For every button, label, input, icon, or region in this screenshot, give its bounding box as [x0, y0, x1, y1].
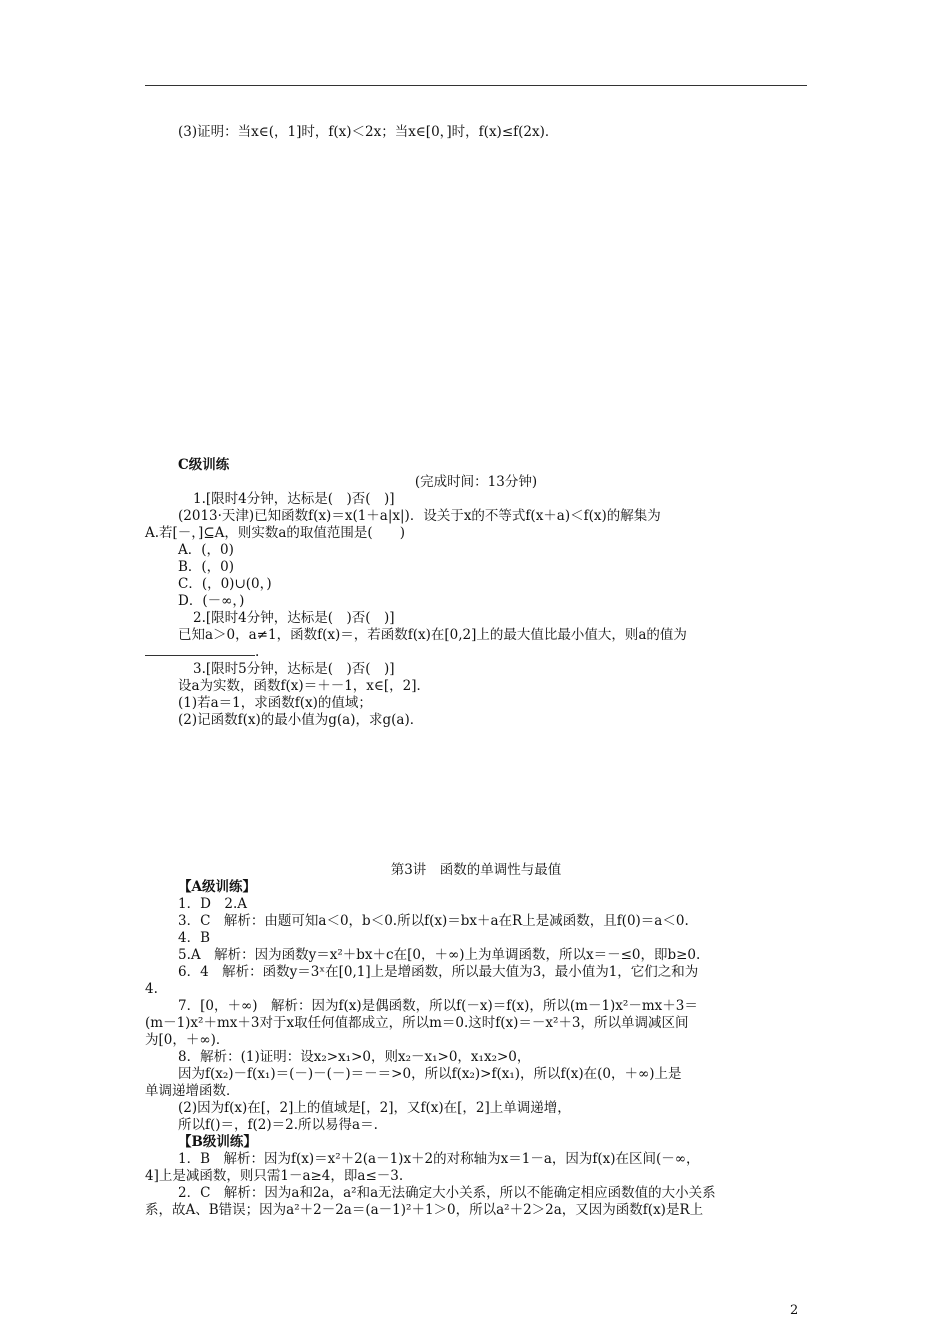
answer-line: 单调递增函数．: [145, 1083, 240, 1099]
question-3-part-2: (2)记函数f(x)的最小值为g(a)，求g(a)．: [178, 712, 424, 728]
answer-line: 4]上是减函数，则只需1－a≥4，即a≤－3.: [145, 1168, 404, 1184]
answer-line: 系，故A、B错误；因为a²＋2－2a＝(a－1)²＋1＞0，所以a²＋2＞2a，又因为函数f(x)是R上: [145, 1202, 704, 1218]
answer-line: 6．4 解析：函数y＝3ˣ在[0,1]上是增函数，所以最大值为3，最小值为1，它们之和为: [178, 964, 699, 980]
page-number: 2: [790, 1303, 799, 1318]
a-level-heading: 【A级训练】: [178, 879, 256, 895]
option-c: C．(，0)∪(0，): [178, 576, 272, 592]
question-1-text: (2013·天津)已知函数f(x)＝x(1＋a|x|)．设关于x的不等式f(x＋a)＜f(x)的解集为: [178, 508, 661, 524]
answer-line: 5.A 解析：因为函数y＝x²＋bx＋c在[0，＋∞)上为单调函数，所以x＝－≤0，即b≥0.: [178, 947, 701, 963]
answer-line: 1．B 解析：因为f(x)＝x²＋2(a－1)x＋2的对称轴为x＝1－a，因为f(x)在区间(－∞，: [178, 1151, 700, 1167]
question-3-part-1: (1)若a＝1，求函数f(x)的值域；: [178, 695, 372, 711]
answer-line: 7．[0，＋∞) 解析：因为f(x)是偶函数，所以f(－x)＝f(x)，所以(m－1)x²－mx＋3＝: [178, 998, 698, 1014]
answer-line: 4.: [145, 981, 158, 997]
question-2-end: .: [255, 644, 260, 660]
answer-line: 所以f()＝，f(2)＝2.所以易得a＝.: [178, 1117, 378, 1133]
answer-blank: [145, 645, 255, 656]
answer-line: 因为f(x₂)－f(x₁)＝(－)－(－)＝－＝>0，所以f(x₂)>f(x₁)，所以f(x)在(0，＋∞)上是: [178, 1066, 682, 1082]
c-level-time: (完成时间：13分钟): [414, 474, 538, 490]
answer-line: (2)因为f(x)在[，2]上的值域是[，2]，又f(x)在[，2]上单调递增，: [178, 1100, 571, 1116]
question-1-header: 1.[限时4分钟，达标是( )否( )]: [193, 491, 395, 507]
c-level-heading: C级训练: [178, 457, 230, 473]
proof-statement: (3)证明：当x∈(，1]时，f(x)＜2x；当x∈[0，]时，f(x)≤f(2x)．: [178, 124, 559, 140]
answers-title: 第3讲 函数的单调性与最值: [390, 862, 562, 878]
answer-line: 1．D 2.A: [178, 896, 248, 912]
question-1-text-cont: A.若[－，]⊆A，则实数a的取值范围是( ): [145, 525, 405, 541]
question-2-text: 已知a＞0，a≠1，函数f(x)＝，若函数f(x)在[0,2]上的最大值比最小值大，则a的值为: [178, 627, 687, 643]
answer-line: 8．解析：(1)证明：设x₂>x₁>0，则x₂－x₁>0，x₁x₂>0，: [178, 1049, 531, 1065]
answer-line: 2．C 解析：因为a和2a，a²和a无法确定大小关系，所以不能确定相应函数值的大小关系: [178, 1185, 716, 1201]
question-3-text: 设a为实数，函数f(x)＝＋－1，x∈[，2]．: [178, 678, 431, 694]
option-b: B．(，0): [178, 559, 235, 575]
question-2-blank: [145, 644, 259, 661]
question-2-header: 2.[限时4分钟，达标是( )否( )]: [193, 610, 395, 626]
answer-line: 3．C 解析：由题可知a＜0，b＜0.所以f(x)＝bx＋a在R上是减函数，且f(0)＝a＜0.: [178, 913, 689, 929]
header-rule: [145, 85, 807, 86]
option-a: A．(，0): [178, 542, 234, 558]
option-d: D．(－∞，): [178, 593, 245, 609]
answer-line: 为[0，＋∞)．: [145, 1032, 230, 1048]
answer-line: 4．B: [178, 930, 211, 946]
answer-line: (m－1)x²＋mx＋3对于x取任何值都成立，所以m＝0.这时f(x)＝－x²＋3，所以单调减区间: [145, 1015, 689, 1031]
b-level-heading: 【B级训练】: [178, 1134, 257, 1150]
question-3-header: 3.[限时5分钟，达标是( )否( )]: [193, 661, 395, 677]
